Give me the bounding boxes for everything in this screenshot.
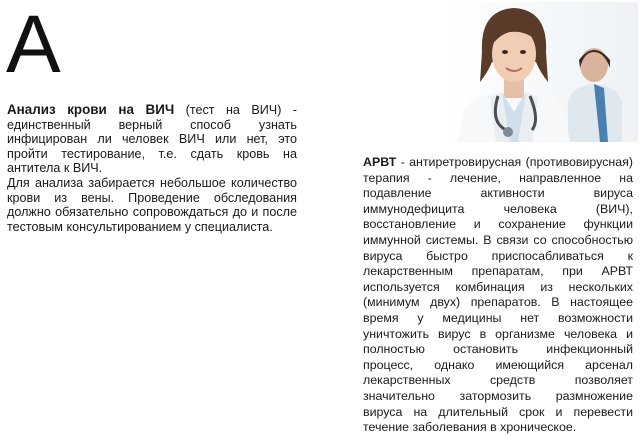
section-letter: А <box>6 0 61 90</box>
hiv-test-paragraph <box>7 103 297 176</box>
arvt-definition <box>363 155 633 436</box>
doctor-illustration-icon <box>444 2 638 142</box>
hiv-test-definition <box>7 103 297 234</box>
background-doctor <box>568 48 622 142</box>
doctor-photo <box>444 2 638 142</box>
arvt-text: - антиретровирусная (противовирусная) терапия - лечение, направленное на подавление активности вируса иммунодефицита человека (ВИЧ), восстановление и сохранение функции иммунной системы. В связи со способностью вируса быстро приспосабливаться к лекарственным препаратам, при АРВТ используется комбинация из нескольких (минимум двух) препаратов. В настоящее время у медицины нет возможности уничтожить вирус в организме человека и полностью остановить инфекционный процесс, однако имеющийся арсенал лекарственных средств позволяет значительно затормозить размножение вируса на длительный срок и перевести течение заболевания в хроническое. <box>363 155 633 435</box>
hiv-test-term: Анализ крови на ВИЧ <box>7 102 175 117</box>
main-doctor <box>458 8 570 142</box>
arvt-term: АРВТ <box>363 155 397 169</box>
hiv-test-text: (тест на ВИЧ) - единственный верный способ узнать инфицирован ли человек ВИЧ или нет, это пройти тестирование, т.е. сдать кровь на антитела к ВИЧ. <box>7 103 297 176</box>
hiv-test-paragraph-2: Для анализа забирается небольшое количество крови из вены. Проведение обследования должно обязательно сопровождаться до и после тестовым консультированием у специалиста. <box>7 175 297 234</box>
